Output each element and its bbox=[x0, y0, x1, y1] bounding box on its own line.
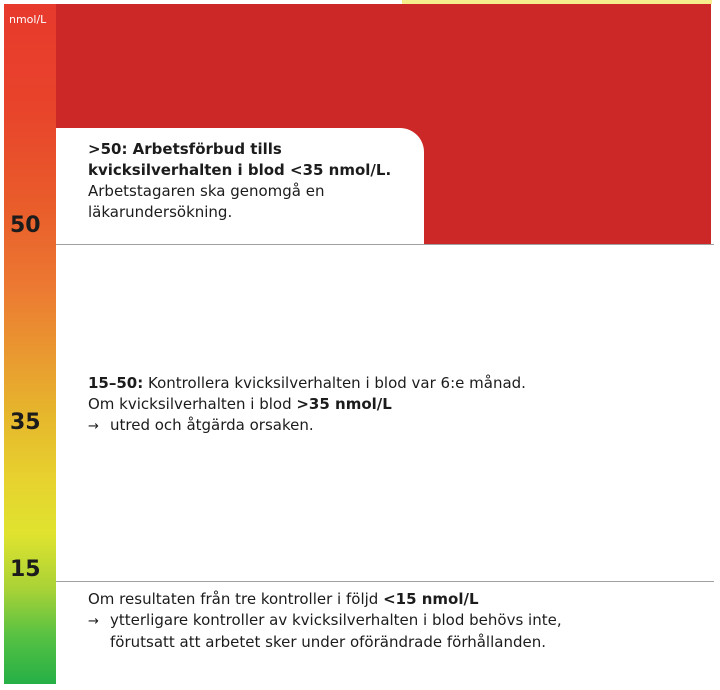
scale-tick-35: 35 bbox=[10, 410, 41, 435]
monitoring-range-label: 15–50: bbox=[88, 374, 144, 392]
monitoring-condition: Om kvicksilverhalten i blod bbox=[88, 395, 297, 413]
scale-tick-15: 15 bbox=[10, 557, 41, 582]
low-level-line1 bbox=[88, 589, 688, 610]
low-level-consequence: ytterligare kontroller av kvicksilverhalten i blod behövs inte, bbox=[110, 611, 562, 629]
monitoring-action: utred och åtgärda orsaken. bbox=[110, 416, 314, 434]
work-ban-heading-line1: >50: Arbetsförbud tills bbox=[88, 140, 282, 158]
low-level-text bbox=[88, 589, 688, 653]
low-level-line3: förutsatt att arbetet sker under oförändrade förhållanden. bbox=[110, 633, 546, 651]
arrow-right-icon: → bbox=[88, 419, 99, 434]
scale-unit-label: nmol/L bbox=[9, 13, 47, 26]
scale-tick-50: 50 bbox=[10, 213, 41, 238]
low-level-condition: Om resultaten från tre kontroller i följd bbox=[88, 590, 384, 608]
concentration-scale-bar bbox=[4, 4, 56, 684]
low-level-line2 bbox=[88, 610, 688, 632]
monitoring-line3 bbox=[88, 415, 688, 437]
low-level-threshold: <15 nmol/L bbox=[383, 590, 479, 608]
arrow-right-icon: → bbox=[88, 614, 99, 629]
work-ban-body-line2: läkarundersökning. bbox=[88, 203, 233, 221]
threshold-line-50 bbox=[56, 244, 714, 245]
work-ban-text bbox=[88, 139, 408, 223]
threshold-line-15 bbox=[56, 581, 714, 582]
monitoring-text bbox=[88, 373, 688, 437]
work-ban-body-line1: Arbetstagaren ska genomgå en bbox=[88, 182, 325, 200]
monitoring-line2 bbox=[88, 394, 688, 415]
monitoring-instruction: Kontrollera kvicksilverhalten i blod var 6:e månad. bbox=[143, 374, 526, 392]
monitoring-threshold: >35 nmol/L bbox=[296, 395, 392, 413]
monitoring-line1 bbox=[88, 373, 688, 394]
work-ban-heading-line2: kvicksilverhalten i blod <35 nmol/L. bbox=[88, 161, 392, 179]
